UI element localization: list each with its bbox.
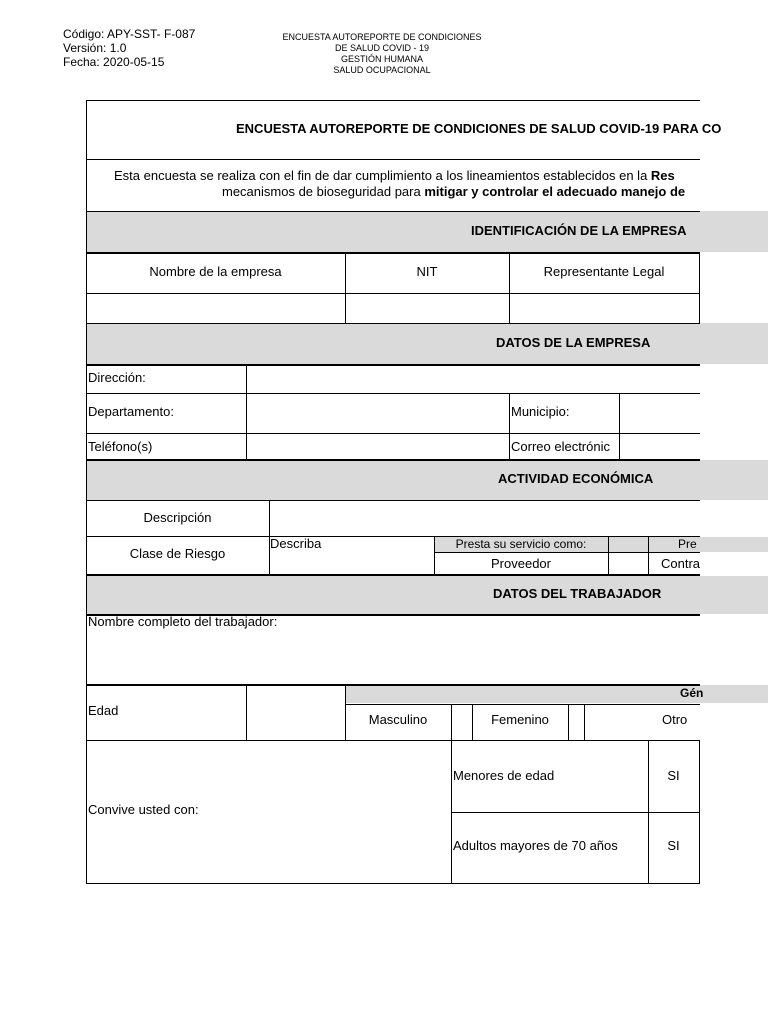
form-left-border xyxy=(86,100,87,884)
rule-after-telefono xyxy=(86,459,700,461)
header-line-4: SALUD OCUPACIONAL xyxy=(333,65,431,75)
col-sep-pre-left xyxy=(648,536,649,574)
header-line-1: ENCUESTA AUTOREPORTE DE CONDICIONES xyxy=(282,32,482,42)
col-sep-edad-label xyxy=(246,684,247,740)
rule-presta-servicio xyxy=(434,552,700,553)
label-correo: Correo electrónic xyxy=(511,439,610,454)
col-sep-nombre-nit xyxy=(345,252,346,323)
label-nombre-trabajador: Nombre completo del trabajador: xyxy=(88,614,278,629)
section-title-actividad: ACTIVIDAD ECONÓMICA xyxy=(498,471,654,486)
col-sep-otro-left xyxy=(584,704,585,740)
col-sep-si xyxy=(648,740,649,884)
label-telefono: Teléfono(s) xyxy=(88,439,153,454)
section-band-actividad xyxy=(86,460,768,500)
section-title-datos-empresa: DATOS DE LA EMPRESA xyxy=(496,335,651,350)
section-band-datos-empresa xyxy=(86,323,768,364)
label-convive: Convive usted con: xyxy=(88,802,199,817)
survey-form xyxy=(86,100,768,890)
rule-top xyxy=(86,100,700,101)
rule-after-edad xyxy=(86,740,700,741)
label-otro: Otro xyxy=(662,712,688,727)
document-header xyxy=(262,32,502,76)
section-title-identificacion: IDENTIFICACIÓN DE LA EMPRESA xyxy=(471,223,687,238)
rule-after-empty-row xyxy=(86,323,700,324)
col-sep-si-end xyxy=(699,740,700,884)
label-pre: Pre xyxy=(678,537,697,551)
col-sep-masculino-box xyxy=(451,704,452,740)
label-describa: Describa xyxy=(270,536,322,551)
label-si-adultos: SI xyxy=(667,838,680,853)
label-adultos-mayores: Adultos mayores de 70 años xyxy=(453,838,618,853)
rule-bottom xyxy=(86,883,700,884)
genero-band xyxy=(345,685,768,703)
document-code: Código: APY-SST- F-087 xyxy=(63,27,196,41)
label-descripcion: Descripción xyxy=(143,510,212,525)
label-departamento: Departamento: xyxy=(88,404,174,419)
label-masculino: Masculino xyxy=(368,712,428,727)
label-si-menores: SI xyxy=(667,768,680,783)
col-sep-datos-right xyxy=(619,393,620,459)
label-proveedor: Proveedor xyxy=(491,556,551,571)
label-municipio: Municipio: xyxy=(511,404,570,419)
pre-band xyxy=(648,537,768,552)
rule-after-departamento xyxy=(86,433,700,434)
rule-after-clase-riesgo xyxy=(86,574,700,576)
intro-line-2: mecanismos de bioseguridad para mitigar y controlar el adecuado manejo de xyxy=(222,184,686,199)
label-femenino: Femenino xyxy=(491,712,549,727)
rule-after-title xyxy=(86,159,700,160)
rule-after-menores xyxy=(451,812,700,813)
col-header-representante: Representante Legal xyxy=(543,264,665,279)
label-edad: Edad xyxy=(88,703,119,718)
intro-line-1: Esta encuesta se realiza con el fin de dar cumplimiento a los lineamientos establecidos en la Res xyxy=(114,168,675,183)
section-title-trabajador: DATOS DEL TRABAJADOR xyxy=(493,586,662,601)
rule-after-direccion xyxy=(86,393,700,394)
section-band-trabajador xyxy=(86,576,768,614)
label-direccion: Dirección: xyxy=(88,370,146,385)
col-header-nombre-empresa: Nombre de la empresa xyxy=(149,264,282,279)
rule-after-nombre xyxy=(86,684,700,686)
rule-after-actividad xyxy=(86,500,700,501)
form-main-title: ENCUESTA AUTOREPORTE DE CONDICIONES DE SALUD COVID-19 PARA CO xyxy=(236,121,722,136)
document-metadata xyxy=(63,27,195,69)
col-sep-nit-representante xyxy=(509,252,510,323)
rule-genero xyxy=(345,704,700,705)
col-sep-representante-end xyxy=(699,252,700,323)
document-version: Versión: 1.0 xyxy=(63,41,127,55)
label-genero: Gén xyxy=(680,686,704,700)
rule-after-intro xyxy=(86,211,700,212)
header-line-2: DE SALUD COVID - 19 xyxy=(334,43,430,53)
label-clase-riesgo: Clase de Riesgo xyxy=(129,546,226,561)
rule-after-identificacion xyxy=(86,252,700,254)
rule-after-col-headers xyxy=(86,293,700,294)
label-contra: Contra xyxy=(661,556,701,571)
col-sep-femenino-box xyxy=(568,704,569,740)
col-sep-datos-label xyxy=(246,364,247,459)
col-sep-convive xyxy=(451,740,452,884)
label-presta-servicio: Presta su servicio como: xyxy=(455,537,587,551)
col-sep-datos-mid xyxy=(509,393,510,459)
col-sep-presta-right xyxy=(608,536,609,574)
document-date: Fecha: 2020-05-15 xyxy=(63,55,165,69)
label-menores-edad: Menores de edad xyxy=(453,768,555,783)
col-header-nit: NIT xyxy=(416,264,438,279)
header-line-3: GESTIÓN HUMANA xyxy=(340,54,423,64)
rule-after-datos-empresa xyxy=(86,364,700,366)
